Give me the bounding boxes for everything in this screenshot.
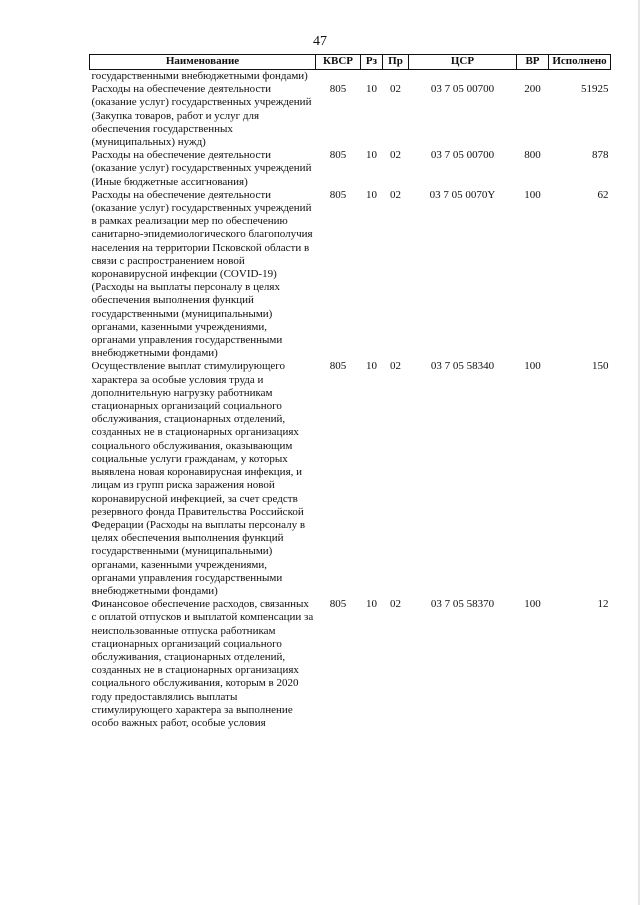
row-name: Осуществление выплат стимулирующего характера за особые условия труда и дополнительную нагрузку работникам стационарных организаций социального обслуживания, стационарных отделений, созданных не в стационарных организациях социального обслуживания, оказывающим социальные услуги гражданам, у которых выявлена новая коронавирусная инфекция, и лицам из групп риска заражения новой коронавирусной инфекцией, за счет средств резервного фонда Правительства Российской Федерации (Расходы на выплаты персоналу в целях обеспечения выполнения функций государственными (муниципальными) органами, казенными учреждениями, органами управления государственными внебюджетными фондами) [91,360,306,597]
row-name: Расходы на обеспечение деятельности (оказание услуг) государственных учреждений (Закупка товаров, работ и услуг для обеспечения государственных (муниципальных) нужд) [91,83,312,149]
table-header-row [90,55,611,70]
row-vr: 100 [524,598,541,611]
table-row [90,189,611,361]
row-pr: 02 [390,598,401,611]
row-kvsr: 805 [329,149,347,162]
row-pr: 02 [390,188,401,201]
header-kvsr: КВСР [316,55,361,70]
page-number: 47 [313,34,327,49]
row-executed: 878 [592,149,609,162]
header-vr: ВР [517,55,549,70]
row-csr: 03 7 05 00700 [430,149,495,162]
row-csr: 03 7 05 58370 [430,598,495,611]
row-kvsr: 805 [329,83,347,96]
row-rz [361,70,383,84]
row-executed: 150 [592,360,609,373]
header-name: Наименование [90,55,316,70]
row-name: Расходы на обеспечение деятельности (оказание услуг) государственных учреждений (Иные бюджетные ассигнования) [91,149,312,188]
row-pr: 02 [390,149,401,162]
table-row [90,83,611,149]
budget-table [89,54,611,730]
row-kvsr: 805 [329,598,347,611]
header-rz: Рз [361,55,383,70]
table-row [90,70,611,84]
row-kvsr: 805 [329,360,347,373]
row-vr: 200 [524,83,541,96]
row-rz: 10 [366,149,377,162]
row-rz: 10 [366,83,377,96]
header-pr: Пр [383,55,409,70]
row-kvsr [316,70,361,84]
row-vr: 800 [524,149,541,162]
row-executed: 12 [597,598,609,611]
row-pr [383,70,409,84]
row-csr: 03 7 05 0070Y [429,188,496,201]
row-vr: 100 [524,188,541,201]
table-row [90,149,611,189]
row-kvsr: 805 [329,188,347,201]
header-csr: ЦСР [409,55,517,70]
row-csr [409,70,517,84]
row-pr: 02 [390,360,401,373]
row-executed: 62 [597,188,609,201]
row-name: государственными внебюджетными фондами) [91,70,308,82]
row-name: Расходы на обеспечение деятельности (оказание услуг) государственных учреждений в рамках реализации мер по обеспечению санитарно-эпидемиологического благополучия населения на территории Псковской области в связи с распространением новой коронавирусной инфекции (COVID-19) (Расходы на выплаты персоналу в целях обеспечения выполнения функций государственными (муниципальными) органами, казенными учреждениями, органами управления государственными внебюджетными фондами) [91,188,313,360]
row-rz: 10 [366,598,377,611]
row-rz: 10 [366,360,377,373]
row-executed: 51925 [581,83,609,96]
table-row [90,360,611,598]
header-executed: Исполнено [549,55,611,70]
row-vr: 100 [524,360,541,373]
row-rz: 10 [366,188,377,201]
row-csr: 03 7 05 00700 [430,83,495,96]
row-name: Финансовое обеспечение расходов, связанных с оплатой отпусков и выплатой компенсации за неиспользованные отпуска работникам стационарных организаций социального обслуживания, стационарных отделений, созданных не в стационарных организациях социального обслуживания, которым в 2020 году предоставлялись выплаты стимулирующего характера за выполнение особо важных работ, особые условия [91,598,314,729]
table-row [90,598,611,730]
row-csr: 03 7 05 58340 [430,360,495,373]
row-vr [517,70,549,84]
row-pr: 02 [390,83,401,96]
row-executed [549,70,611,84]
